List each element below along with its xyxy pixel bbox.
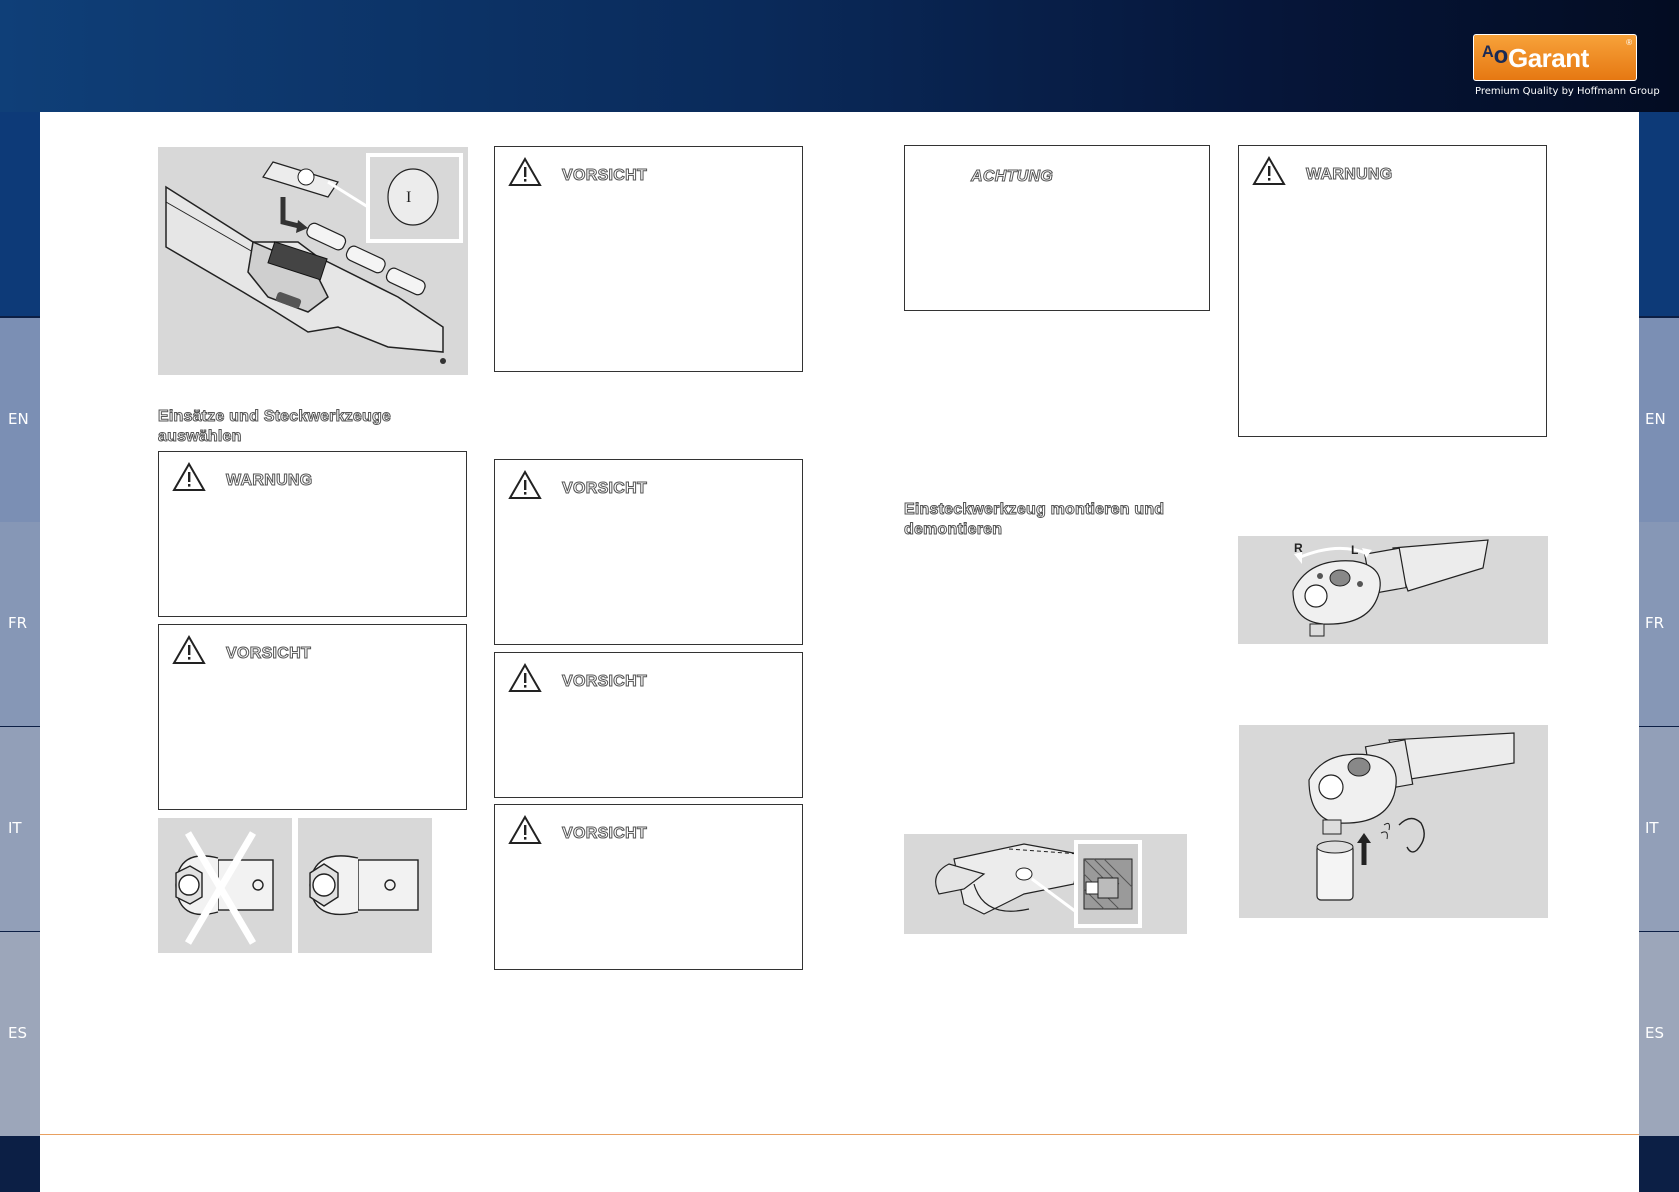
left-tab-es[interactable] (0, 932, 40, 1136)
page-footer (40, 1135, 1639, 1192)
left-tab-top (0, 112, 40, 316)
warning-triangle-icon (508, 663, 542, 693)
box-title: VORSICHT (562, 480, 648, 497)
warning-box-warnung-2 (1238, 145, 1547, 437)
warning-box-warnung-1 (158, 451, 467, 617)
warning-box-vorsicht-4 (494, 652, 803, 798)
ratchet-label-l: L (1351, 543, 1359, 557)
warning-box-vorsicht-3 (494, 459, 803, 645)
left-tab-en[interactable] (0, 318, 40, 522)
select-inserts-heading: Einsätze und Steckwerkzeuge auswählen (158, 408, 392, 445)
warning-triangle-icon (508, 815, 542, 845)
box-title: VORSICHT (562, 825, 648, 842)
tab-label: FR (8, 614, 28, 632)
tab-label: IT (1645, 819, 1659, 837)
box-title: WARNUNG (226, 472, 313, 489)
ratchet-direction-svg (1238, 536, 1548, 644)
hoffmann-mark-icon: ᴬo (1482, 42, 1509, 69)
ratchet-label-r: R (1294, 541, 1303, 555)
right-insert-svg (298, 818, 432, 953)
warning-box-vorsicht-2 (494, 146, 803, 372)
wrong-insert-svg (158, 818, 292, 953)
right-tab-en[interactable] (1639, 318, 1679, 522)
right-tab-it[interactable] (1639, 727, 1679, 931)
right-tab-fr[interactable] (1639, 522, 1679, 726)
tab-label: FR (1645, 614, 1665, 632)
socket-attach-svg (1239, 725, 1548, 918)
warning-triangle-icon (508, 157, 542, 187)
box-title: ACHTUNG (971, 168, 1054, 185)
wrench-zoom-svg (904, 834, 1187, 934)
notice-box-achtung (904, 145, 1210, 311)
warning-triangle-icon (1252, 156, 1286, 186)
left-tab-fr[interactable] (0, 522, 40, 726)
logo-text: Garant (1508, 43, 1589, 73)
wrong-insert-illustration (158, 818, 292, 953)
tab-label: ES (1645, 1024, 1664, 1042)
tab-label: ES (8, 1024, 27, 1042)
tab-label: IT (8, 819, 22, 837)
box-title: VORSICHT (562, 673, 648, 690)
socket-attach-illustration (1239, 725, 1548, 918)
mount-tool-heading: Einsteckwerkzeug montieren und demontieren (904, 501, 1165, 538)
right-tab-top (1639, 112, 1679, 316)
warning-triangle-icon (172, 462, 206, 492)
manual-page (40, 112, 1639, 1134)
registered-mark: ® (1626, 38, 1632, 47)
warning-box-vorsicht-1 (158, 624, 467, 810)
tab-label: EN (8, 410, 29, 428)
box-title: WARNUNG (1306, 166, 1393, 183)
left-tab-it[interactable] (0, 727, 40, 931)
wrench-zoom-illustration (904, 834, 1187, 934)
ratchet-direction-illustration (1238, 536, 1548, 644)
battery-insert-illustration (158, 147, 468, 375)
header-banner (0, 0, 1679, 112)
tab-label: EN (1645, 410, 1666, 428)
warning-triangle-icon (172, 635, 206, 665)
right-tab-es[interactable] (1639, 932, 1679, 1136)
battery-illustration-svg (158, 147, 468, 375)
svg-text:I: I (406, 189, 412, 206)
garant-logo (1473, 34, 1637, 81)
box-title: VORSICHT (226, 645, 312, 662)
warning-box-vorsicht-5 (494, 804, 803, 970)
tagline: Premium Quality by Hoffmann Group (1475, 86, 1660, 97)
box-title: VORSICHT (562, 167, 648, 184)
warning-triangle-icon (508, 470, 542, 500)
right-insert-illustration (298, 818, 432, 953)
